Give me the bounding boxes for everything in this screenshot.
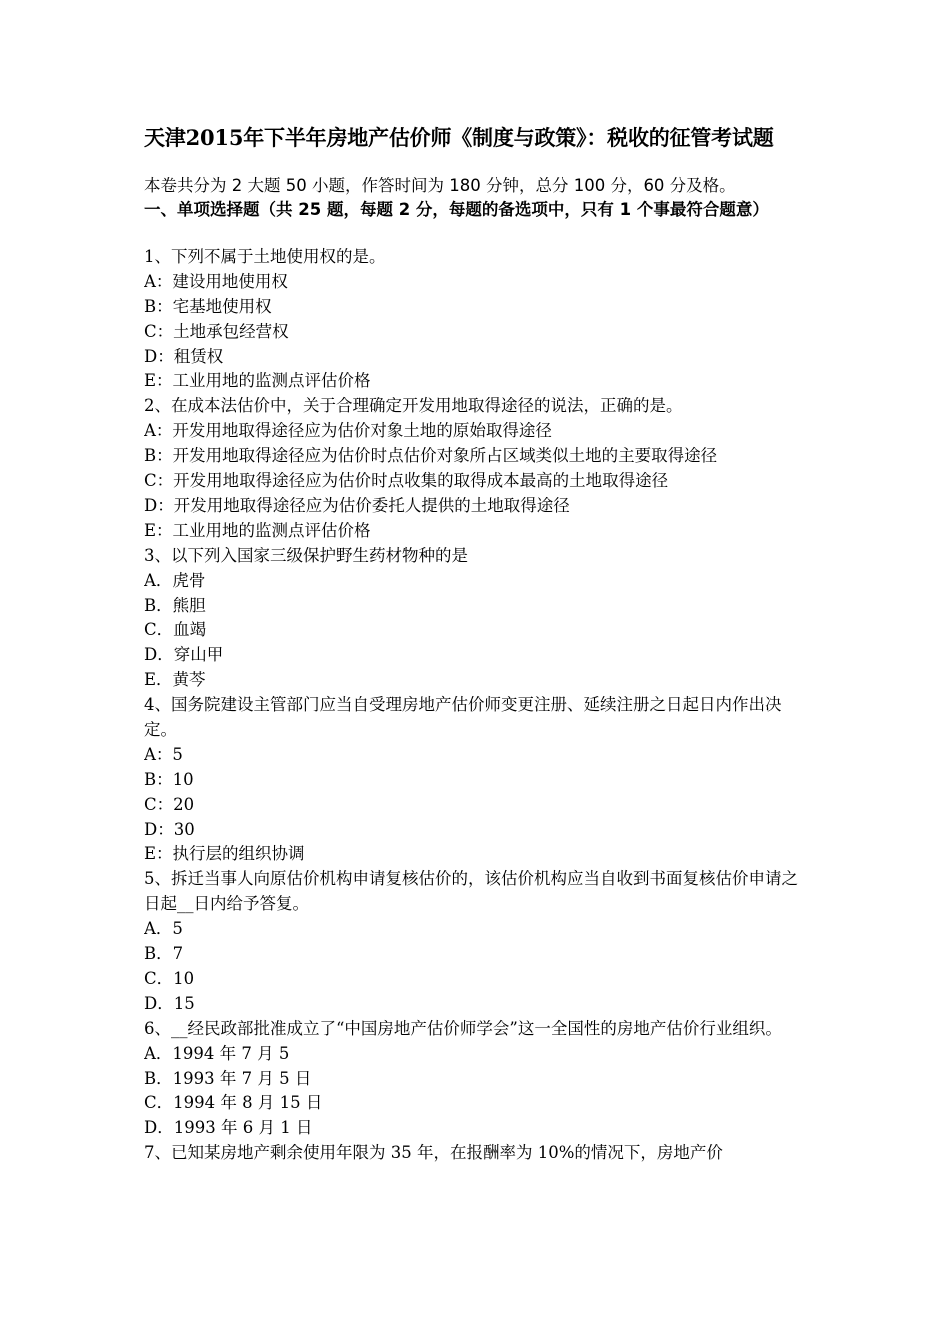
answer-option: B：10	[144, 769, 194, 789]
question-stem: 4、国务院建设主管部门应当自受理房地产估价师变更注册、延续注册之日起日内作出决定。	[144, 695, 782, 739]
question-list	[144, 245, 812, 1166]
answer-option: D：30	[144, 819, 195, 839]
answer-option: A．5	[144, 919, 183, 939]
answer-option: D：开发用地取得途径应为估价委托人提供的土地取得途径	[144, 495, 570, 515]
answer-option: A．1994 年 7 月 5	[144, 1043, 290, 1063]
answer-option: C．10	[144, 968, 195, 988]
answer-option: B．7	[144, 944, 184, 964]
question-stem: 6、__经民政部批准成立了“中国房地产估价师学会”这一全国性的房地产估价行业组织。	[144, 1018, 782, 1038]
answer-option: C：开发用地取得途径应为估价时点收集的取得成本最高的土地取得途径	[144, 471, 669, 491]
answer-option: B．熊胆	[144, 595, 206, 615]
question-stem: 5、拆迁当事人向原估价机构申请复核估价的，该估价机构应当自收到书面复核估价申请之日起__日内给予答复。	[144, 869, 798, 914]
question-stem: 1、下列不属于土地使用权的是。	[144, 247, 386, 266]
section-heading: 一、单项选择题（共 25 题，每题 2 分，每题的备选项中，只有 1 个事最符合题意）	[144, 200, 769, 219]
question-stem: 2、在成本法估价中，关于合理确定开发用地取得途径的说法，正确的是。	[144, 396, 683, 416]
question-stem: 7、已知某房地产剩余使用年限为 35 年，在报酬率为 10%的情况下，房地产价	[144, 1143, 723, 1163]
answer-option: E．黄芩	[144, 670, 206, 690]
answer-option: A．虎骨	[144, 570, 206, 590]
answer-option: D．穿山甲	[144, 645, 224, 665]
answer-option: B：开发用地取得途径应为估价时点估价对象所占区域类似土地的主要取得途径	[144, 446, 718, 466]
answer-option: C：20	[144, 794, 195, 814]
question-item	[144, 394, 812, 543]
answer-option: A：建设用地使用权	[144, 271, 288, 291]
answer-option: E：工业用地的监测点评估价格	[144, 371, 371, 391]
answer-option: C．血竭	[144, 620, 207, 640]
answer-option: A：5	[144, 744, 183, 764]
answer-option: A：开发用地取得途径应为估价对象土地的原始取得途径	[144, 421, 552, 441]
answer-option: B．1993 年 7 月 5 日	[144, 1068, 312, 1088]
answer-option: D．1993 年 6 月 1 日	[144, 1118, 313, 1138]
answer-option: D．15	[144, 993, 195, 1013]
answer-option: D：租赁权	[144, 346, 224, 366]
answer-option: B：宅基地使用权	[144, 296, 272, 316]
exam-intro: 本卷共分为 2 大题 50 小题，作答时间为 180 分钟，总分 100 分，60 分及格。	[144, 176, 736, 195]
answer-option: E：执行层的组织协调	[144, 844, 305, 864]
answer-option: C．1994 年 8 月 15 日	[144, 1093, 323, 1113]
question-item	[144, 693, 812, 867]
question-item	[144, 544, 812, 693]
document-title: 天津2015年下半年房地产估价师《制度与政策》：税收的征管考试题	[144, 125, 774, 150]
question-item	[144, 1017, 812, 1141]
answer-option: C：土地承包经营权	[144, 321, 289, 341]
question-stem: 3、以下列入国家三级保护野生药材物种的是	[144, 545, 468, 565]
question-item	[144, 1141, 812, 1166]
question-item	[144, 245, 812, 394]
question-item	[144, 867, 812, 1016]
answer-option: E：工业用地的监测点评估价格	[144, 520, 371, 540]
